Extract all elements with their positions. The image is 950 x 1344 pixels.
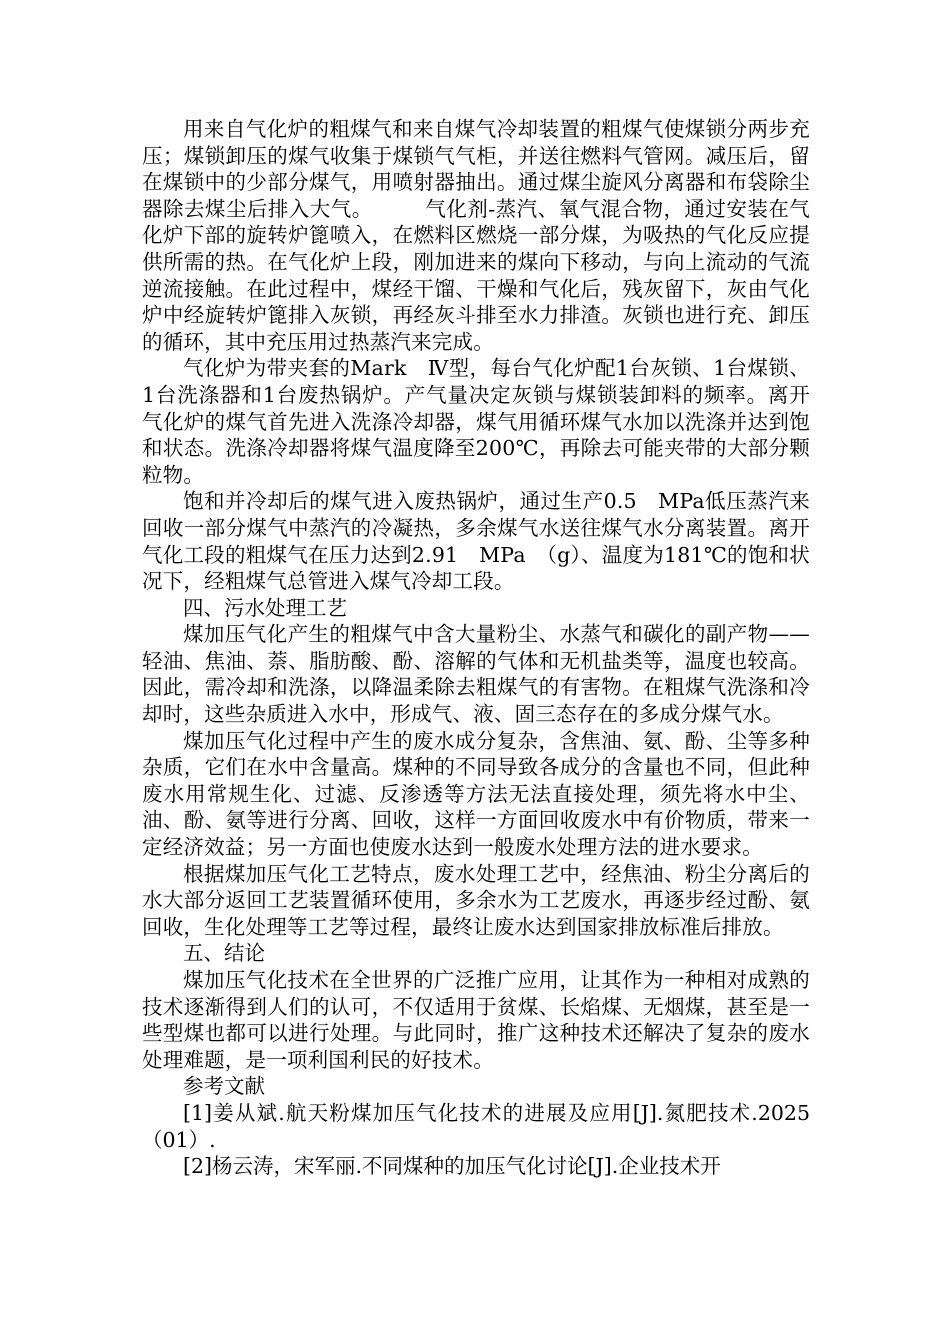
paragraph-wastewater-2: 煤加压气化过程中产生的废水成分复杂，含焦油、氨、酚、尘等多种杂质，它们在水中含量高。煤种的不同导致各成分的含量也不同，但此种废水用常规生化、过滤、反渗透等方法无法直接处理，须先将水中尘、油、酚、氨等进行分离、回收，这样一方面回收废水中有价物质，带来一定经济效益；另一方面也使废水达到一般废水处理方法的进水要求。 xyxy=(142,728,810,860)
paragraph-coal-lock: 用来自气化炉的粗煤气和来自煤气冷却装置的粗煤气使煤锁分两步充压；煤锁卸压的煤气收集于煤锁气气柜，并送往燃料气管网。减压后，留在煤锁中的少部分煤气，用喷射器抽出。通过煤尘旋风分离器和布袋除尘器除去煤尘后排入大气。 气化剂-蒸汽、氧气混合物，通过安装在气化炉下部的旋转炉篦喷入，在燃料区燃烧一部分煤，为吸热的气化反应提供所需的热。在气化炉上段，刚加进来的煤向下移动，与向上流动的气流逆流接触。在此过程中，煤经干馏、干燥和气化后，残灰留下，灰由气化炉中经旋转炉篦排入灰锁，再经灰斗排至水力排渣。灰锁也进行充、卸压的循环，其中充压用过热蒸汽来完成。 xyxy=(142,117,810,354)
document-body xyxy=(142,116,810,1180)
paragraph-wastewater-1: 煤加压气化产生的粗煤气中含大量粉尘、水蒸气和碳化的副产物——轻油、焦油、萘、脂肪酸、酚、溶解的气体和无机盐类等，温度也较高。因此，需冷却和洗涤，以降温柔除去粗煤气的有害物。在粗煤气洗涤和冷却时，这些杂质进入水中，形成气、液、固三态存在的多成分煤气水。 xyxy=(142,622,810,727)
section-heading-conclusion: 五、结论 xyxy=(183,941,265,966)
reference-item-2: [2]杨云涛，宋军丽.不同煤种的加压气化讨论[J].企业技术开 xyxy=(183,1154,721,1179)
paragraph-waste-heat-boiler: 饱和并冷却后的煤气进入废热锅炉，通过生产0.5 MPa低压蒸汽来回收一部分煤气中蒸汽的冷凝热，多余煤气水送往煤气水分离装置。离开气化工段的粗煤气在压力达到2.91 MPa （g）、温度为181℃的饱和状况下，经粗煤气总管进入煤气冷却工段。 xyxy=(142,489,810,594)
paragraph-conclusion: 煤加压气化技术在全世界的广泛推广应用，让其作为一种相对成熟的技术逐渐得到人们的认可，不仅适用于贫煤、长焰煤、无烟煤，甚至是一些型煤也都可以进行处理。与此同时，推广这种技术还解决了复杂的废水处理难题，是一项利国利民的好技术。 xyxy=(142,968,810,1072)
paragraph-gasifier-mark-iv: 气化炉为带夹套的Mark Ⅳ型，每台气化炉配1台灰锁、1台煤锁、1台洗涤器和1台废热锅炉。产气量决定灰锁与煤锁装卸料的频率。离开气化炉的煤气首先进入洗涤冷却器，煤气用循环煤气水加以洗涤并达到饱和状态。洗涤冷却器将煤气温度降至200℃，再除去可能夹带的大部分颗粒物。 xyxy=(142,356,810,487)
references-heading: 参考文献 xyxy=(183,1074,265,1099)
paragraph-wastewater-3: 根据煤加压气化工艺特点，废水处理工艺中，经焦油、粉尘分离后的水大部分返回工艺装置循环使用，多余水为工艺废水，再逐步经过酚、氨回收，生化处理等工艺等过程，最终让废水达到国家排放标准后排放。 xyxy=(142,861,810,939)
section-heading-wastewater: 四、污水处理工艺 xyxy=(183,595,347,620)
reference-item-1: [1]姜从斌.航天粉煤加压气化技术的进展及应用[J].氮肥技术.2025（01）. xyxy=(142,1100,810,1152)
